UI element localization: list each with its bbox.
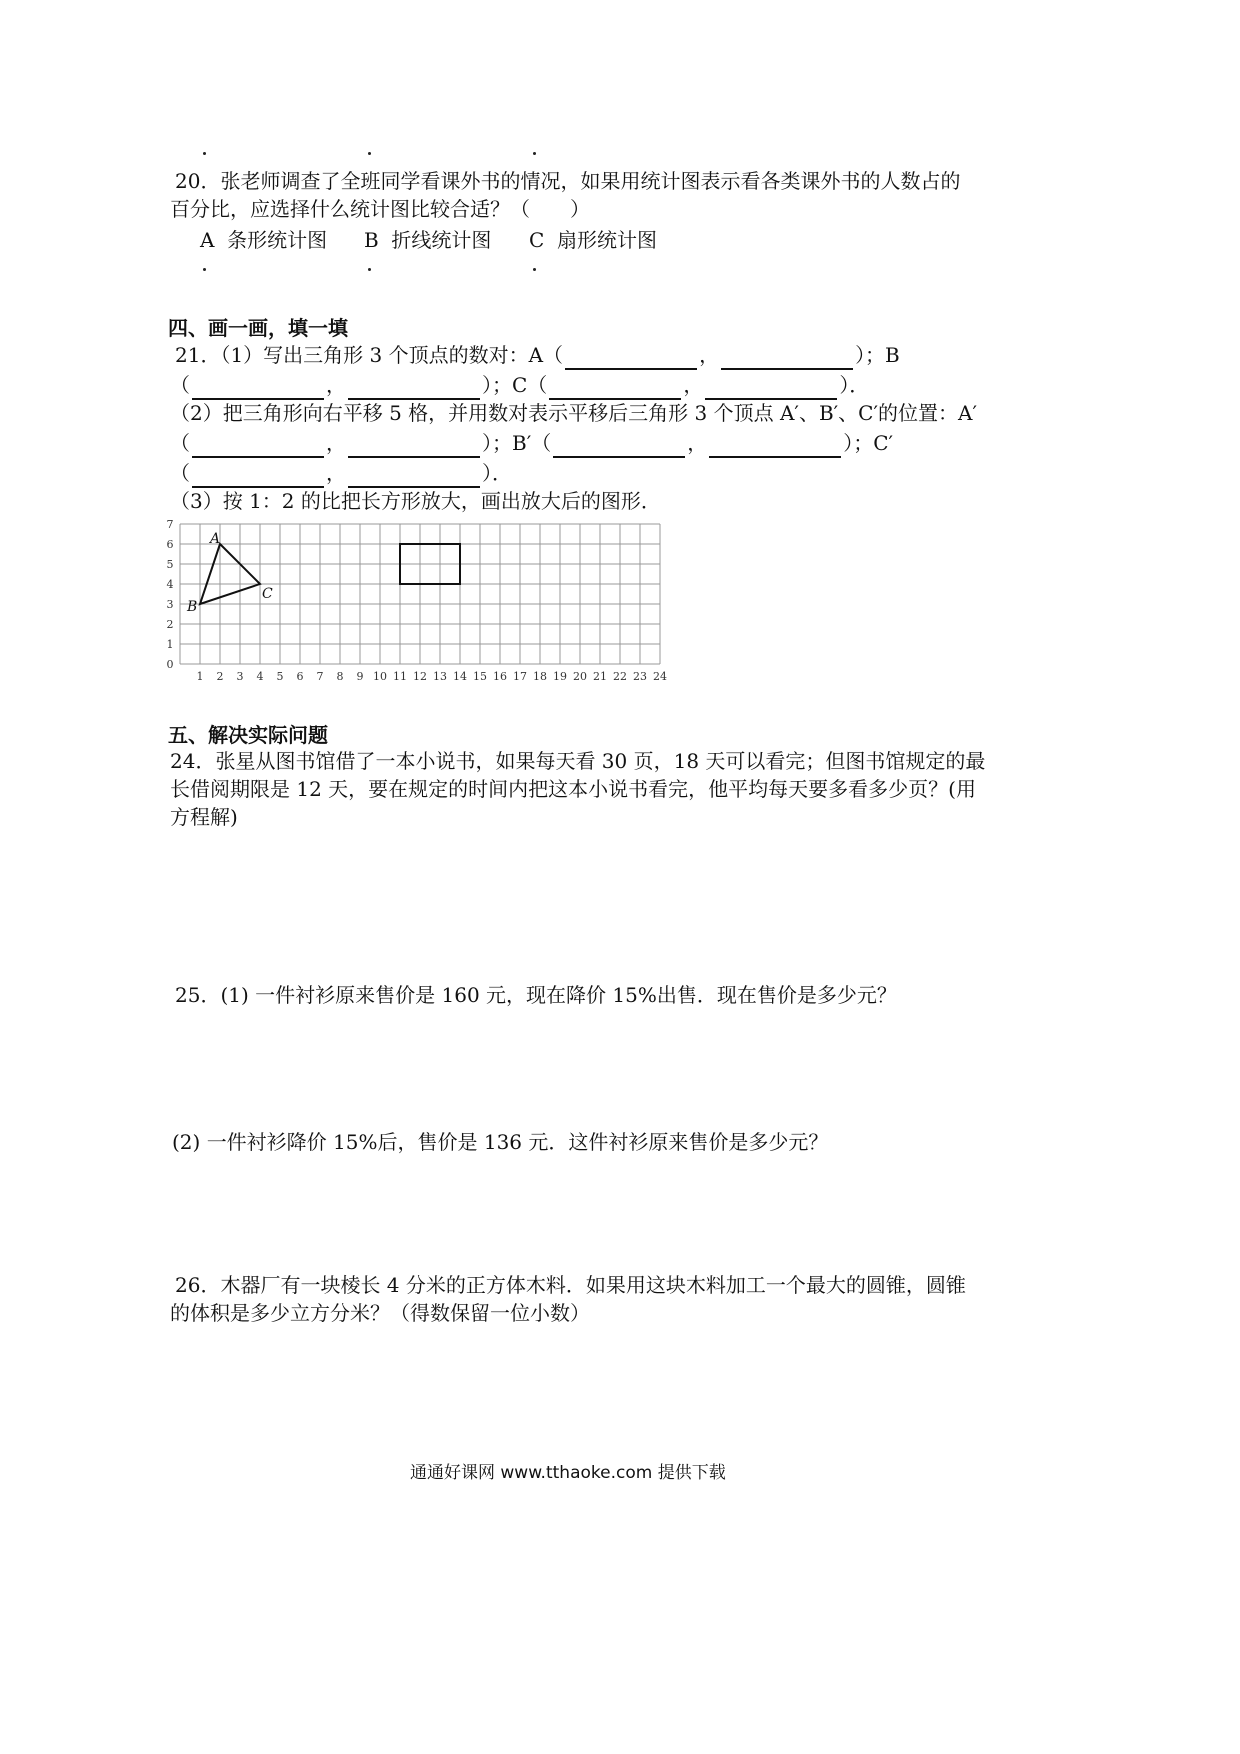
- option-letter: A: [200, 228, 215, 252]
- q24-line2: 长借阅期限是 12 天，要在规定的时间内把这本小说书看完，他平均每天要多看多少页？(用: [170, 777, 976, 801]
- x-tick-label: 6: [296, 670, 304, 683]
- dot-mark: [533, 268, 536, 271]
- y-tick-label: 5: [166, 558, 174, 571]
- x-tick-label: 22: [613, 670, 627, 683]
- vertex-label-b: B: [187, 599, 198, 615]
- q25-1: 25．(1) 一件衬衫原来售价是 160 元，现在降价 15%出售．现在售价是多少元？: [175, 983, 897, 1007]
- dot-mark: [203, 268, 206, 271]
- y-tick-label: 7: [166, 518, 174, 531]
- answer-blank[interactable]: [192, 464, 324, 488]
- answer-blank[interactable]: [705, 376, 837, 400]
- dot-mark: [533, 152, 536, 155]
- q24-line1: 24．张星从图书馆借了一本小说书，如果每天看 30 页，18 天可以看完；但图书馆规定的最: [170, 749, 986, 773]
- q20-option-b[interactable]: [364, 224, 491, 253]
- answer-blank[interactable]: [549, 376, 681, 400]
- x-tick-label: 23: [633, 670, 647, 683]
- q21-1-line: 21．（1）写出三角形 3 个顶点的数对：A（ ， ）；B: [175, 340, 900, 370]
- q21-3-line: （3）按 1：2 的比把长方形放大，画出放大后的图形．: [170, 489, 661, 513]
- q26-line1: 26．木器厂有一块棱长 4 分米的正方体木料．如果用这块木料加工一个最大的圆锥，圆锥: [175, 1273, 966, 1297]
- option-text: 折线统计图: [391, 228, 492, 252]
- x-tick-label: 2: [216, 670, 224, 683]
- vertex-label-a: A: [210, 531, 221, 547]
- q20-line2: 百分比，应选择什么统计图比较合适？（ ）: [170, 197, 590, 221]
- y-tick-label: 6: [166, 538, 174, 551]
- x-tick-label: 7: [316, 670, 324, 683]
- dot-mark: [368, 268, 371, 271]
- answer-blank[interactable]: [721, 346, 853, 370]
- q26-line2: 的体积是多少立方分米？（得数保留一位小数）: [170, 1301, 590, 1325]
- option-letter: C: [529, 228, 545, 252]
- answer-blank[interactable]: [553, 434, 685, 458]
- answer-blank[interactable]: [192, 376, 324, 400]
- q21-2-line1: （2）把三角形向右平移 5 格，并用数对表示平移后三角形 3 个顶点 A′、B′、C′的位置：A′: [170, 401, 978, 425]
- q21-2-line2: （ ， ）；B′（ ， ）；C′: [170, 428, 893, 458]
- y-tick-label: 0: [166, 658, 174, 671]
- option-text: 条形统计图: [227, 228, 328, 252]
- triangle-abc: [200, 544, 260, 604]
- x-tick-label: 11: [393, 670, 407, 683]
- y-tick-label: 4: [166, 578, 174, 591]
- x-tick-label: 19: [553, 670, 567, 683]
- x-tick-label: 13: [433, 670, 447, 683]
- x-tick-label: 12: [413, 670, 427, 683]
- x-tick-label: 1: [196, 670, 204, 683]
- x-tick-label: 16: [493, 670, 507, 683]
- answer-blank[interactable]: [709, 434, 841, 458]
- vertex-label-c: C: [262, 586, 273, 602]
- x-tick-label: 20: [573, 670, 587, 683]
- q24-line3: 方程解): [170, 805, 238, 829]
- x-tick-label: 14: [453, 670, 467, 683]
- answer-blank[interactable]: [348, 376, 480, 400]
- dot-mark: [203, 152, 206, 155]
- x-tick-label: 21: [593, 670, 607, 683]
- y-tick-label: 2: [166, 618, 174, 631]
- q20-option-c[interactable]: [529, 224, 657, 253]
- y-tick-label: 3: [166, 598, 174, 611]
- x-tick-label: 18: [533, 670, 547, 683]
- x-tick-label: 9: [356, 670, 364, 683]
- q20-option-a[interactable]: [200, 224, 327, 253]
- x-tick-label: 15: [473, 670, 487, 683]
- section4-title: 四、画一画，填一填: [168, 316, 348, 340]
- x-tick-label: 10: [373, 670, 387, 683]
- page-footer: 通通好课网 www.tthaoke.com 提供下载: [410, 1463, 726, 1483]
- x-tick-label: 24: [653, 670, 667, 683]
- option-text: 扇形统计图: [557, 228, 658, 252]
- section5-title: 五、解决实际问题: [168, 723, 328, 747]
- answer-blank[interactable]: [348, 464, 480, 488]
- answer-blank[interactable]: [348, 434, 480, 458]
- x-tick-label: 8: [336, 670, 344, 683]
- x-tick-label: 4: [256, 670, 264, 683]
- y-tick-label: 1: [166, 638, 174, 651]
- q20-line1: 20．张老师调查了全班同学看课外书的情况，如果用统计图表示看各类课外书的人数占的: [175, 169, 961, 193]
- x-tick-label: 17: [513, 670, 527, 683]
- q21-2-line3: （ ， ）．: [170, 458, 512, 488]
- dot-mark: [368, 152, 371, 155]
- coordinate-grid: [160, 518, 680, 688]
- q21-1-line2: （ ， ）；C（ ， ）．: [170, 370, 869, 400]
- option-letter: B: [364, 228, 379, 252]
- x-tick-label: 5: [276, 670, 284, 683]
- answer-blank[interactable]: [565, 346, 697, 370]
- x-tick-label: 3: [236, 670, 244, 683]
- answer-blank[interactable]: [192, 434, 324, 458]
- q25-2: (2) 一件衬衫降价 15%后，售价是 136 元．这件衬衫原来售价是多少元？: [172, 1130, 829, 1154]
